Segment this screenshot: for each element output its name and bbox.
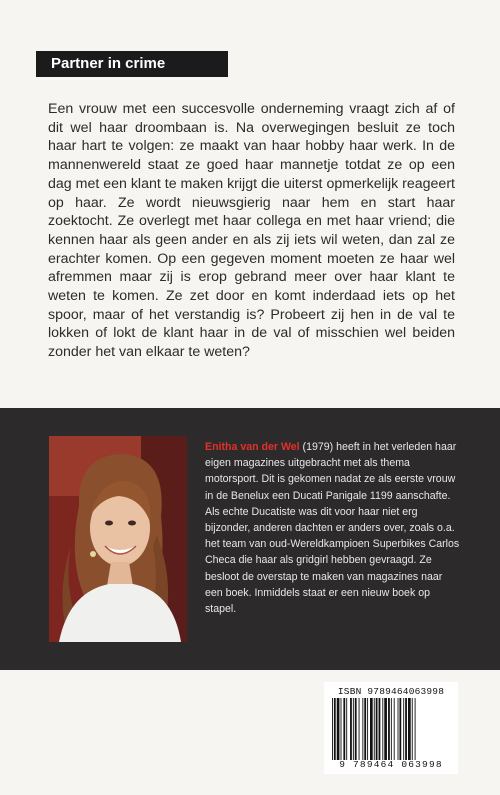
author-bio-text: (1979) heeft in het verleden haar eigen magazines uitgebracht met als thema motorsport. Dit is gekomen nadat ze als eerste vrouw in de Benelux een Ducati Panigale 1199 aanschafte. Als echte Ducatiste was dit voor haar niet erg bijzonder, anderen dachten er anders over, zoals o.a. het team van oud-Wereldkampioen Superbikes Carlos Checa die haar als gridgirl hebben gevraagd. Ze besloot de overstap te maken van magazines naar een boek. Inmiddels staat er een nieuw boek op stapel. xyxy=(205,441,460,616)
author-name: Enitha van der Wel xyxy=(205,441,300,453)
barcode-image xyxy=(330,698,452,760)
barcode-box xyxy=(324,682,458,774)
author-photo xyxy=(49,436,187,642)
book-blurb: Een vrouw met een succesvolle onderneming vraagt zich af of dit wel haar droombaan is. Na overwegingen besluit ze toch haar hart te volgen: ze maakt van haar hobby haar werk. In de mannenwereld staat ze goed haar mannetje totdat ze op een dag met een klant te maken krijgt die uiterst opmerkelijk reageert op haar. Ze wordt nieuwsgierig naar hem en start haar zoektocht. Ze overlegt met haar collega en met haar vriend; die kennen haar als geen ander en als zij iets wil weten, dan zal ze erachter komen. Op een gegeven moment moeten ze haar wel afremmen maar zij is erop gebrand meer over haar klant te weten te komen. Ze zet door en komt inderdaad iets op het spoor, maar of het verstandig is? Probeert zij hen in de val te lokken of lokt de klant haar in de val of misschien wel beiden zonder het van elkaar te weten? xyxy=(48,101,455,361)
ean-digits: 9 789464 063998 xyxy=(339,759,443,770)
isbn-number: ISBN 9789464063998 xyxy=(337,686,445,697)
author-bio xyxy=(205,439,461,617)
section-title: Partner in crime xyxy=(36,51,228,77)
author-portrait-image xyxy=(49,436,187,642)
